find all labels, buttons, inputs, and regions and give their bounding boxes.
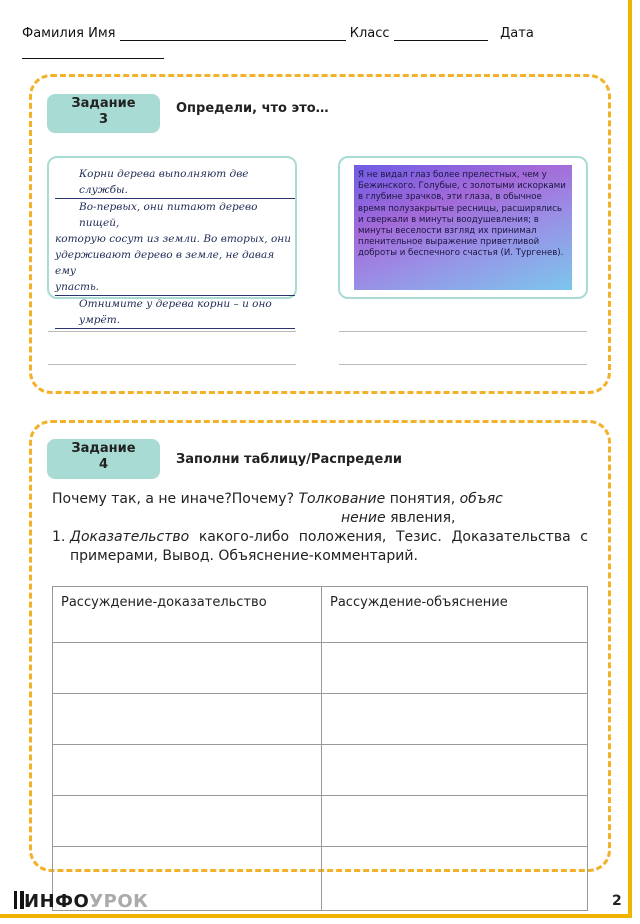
class-field[interactable] (394, 26, 488, 41)
header-line (22, 26, 534, 41)
list-item (52, 528, 588, 566)
task3-card-left (47, 156, 297, 326)
answer-line[interactable] (48, 331, 296, 332)
logo-text-light: УРОК (89, 891, 149, 912)
text-line: удерживают дерево в земле, не давая ему (55, 249, 275, 277)
name-field[interactable] (120, 26, 346, 41)
task4-badge-label: Задание (71, 441, 136, 456)
instruction-line (52, 490, 588, 509)
table-cell[interactable] (53, 796, 322, 847)
table-cell[interactable] (322, 847, 588, 911)
table-row (53, 643, 588, 694)
answer-line[interactable] (339, 364, 587, 365)
quote-text: Я не видал глаз более прелестных, чем у Бежинского. Голубые, с золотыми искорками в глубине зрачков, эти глаза, в обычное время полузакрытые ресницы, расширялись и сверкали в минуты воодушевления; в минуты веселости взгляд их принимал пленительное выражение приветливой доброты и беспечного счастья (И. Тургенев). (358, 170, 566, 259)
instruction-italic: Толкование (298, 491, 386, 507)
table-header: Рассуждение-доказательство (53, 587, 322, 643)
date-label: Дата (500, 26, 534, 41)
text-line: упасть. (55, 279, 295, 296)
task4-badge (47, 439, 160, 479)
table-cell[interactable] (53, 745, 322, 796)
table-header: Рассуждение-объяснение (322, 587, 588, 643)
logo-text-dark: ИНФО (24, 891, 90, 912)
task4-title: Заполни таблицу/Распредели (176, 452, 402, 467)
answer-table (52, 586, 588, 911)
instruction-text: Почему так, а не иначе? (52, 491, 232, 507)
table-cell[interactable] (322, 796, 588, 847)
date-field[interactable] (22, 44, 164, 59)
page-number: 2 (612, 893, 622, 909)
instruction-text: явления, (385, 510, 456, 526)
list-rest: какого-либо положения, Тезис. Доказательства с примерами, Вывод. Объяснение-комментарий. (70, 529, 588, 564)
task3-badge-label: Задание (71, 96, 136, 111)
name-label: Фамилия Имя (22, 26, 116, 41)
list-text (70, 528, 588, 566)
instruction-text: Почему? (231, 491, 299, 507)
quote-image (354, 165, 572, 290)
text-line: Корни дерева выполняют две службы. (55, 166, 295, 199)
table-cell[interactable] (53, 694, 322, 745)
table-row (53, 694, 588, 745)
task3-badge (47, 94, 160, 133)
list-number: 1. (52, 529, 66, 545)
task3-card-right (338, 156, 588, 299)
logo-icon (14, 891, 24, 909)
infourok-logo (14, 891, 148, 912)
instruction-italic: объяс (459, 491, 503, 507)
answer-line[interactable] (48, 364, 296, 365)
table-row (53, 745, 588, 796)
answer-line[interactable] (339, 331, 587, 332)
table-row (53, 796, 588, 847)
table-cell[interactable] (53, 643, 322, 694)
table-cell[interactable] (322, 745, 588, 796)
table-cell[interactable] (322, 694, 588, 745)
instruction-text: понятия, (385, 491, 460, 507)
table-cell[interactable] (322, 643, 588, 694)
instruction-line (52, 509, 588, 528)
instruction-italic: нение (341, 510, 386, 526)
text-line: Во-первых, они питают дерево пищей, (79, 201, 258, 229)
task4-instructions (52, 490, 588, 566)
class-label: Класс (349, 26, 390, 41)
table-header-row (53, 587, 588, 643)
text-line: Отнимите у дерева корни – и оно умрёт. (55, 296, 295, 329)
task4-badge-number: 4 (98, 457, 109, 472)
task3-title: Определи, что это… (176, 101, 329, 116)
text-line: которую сосут из земли. Во вторых, они (55, 233, 291, 245)
list-italic: Доказательство (70, 529, 190, 545)
task3-badge-number: 3 (98, 112, 109, 127)
handwritten-text (55, 166, 295, 329)
